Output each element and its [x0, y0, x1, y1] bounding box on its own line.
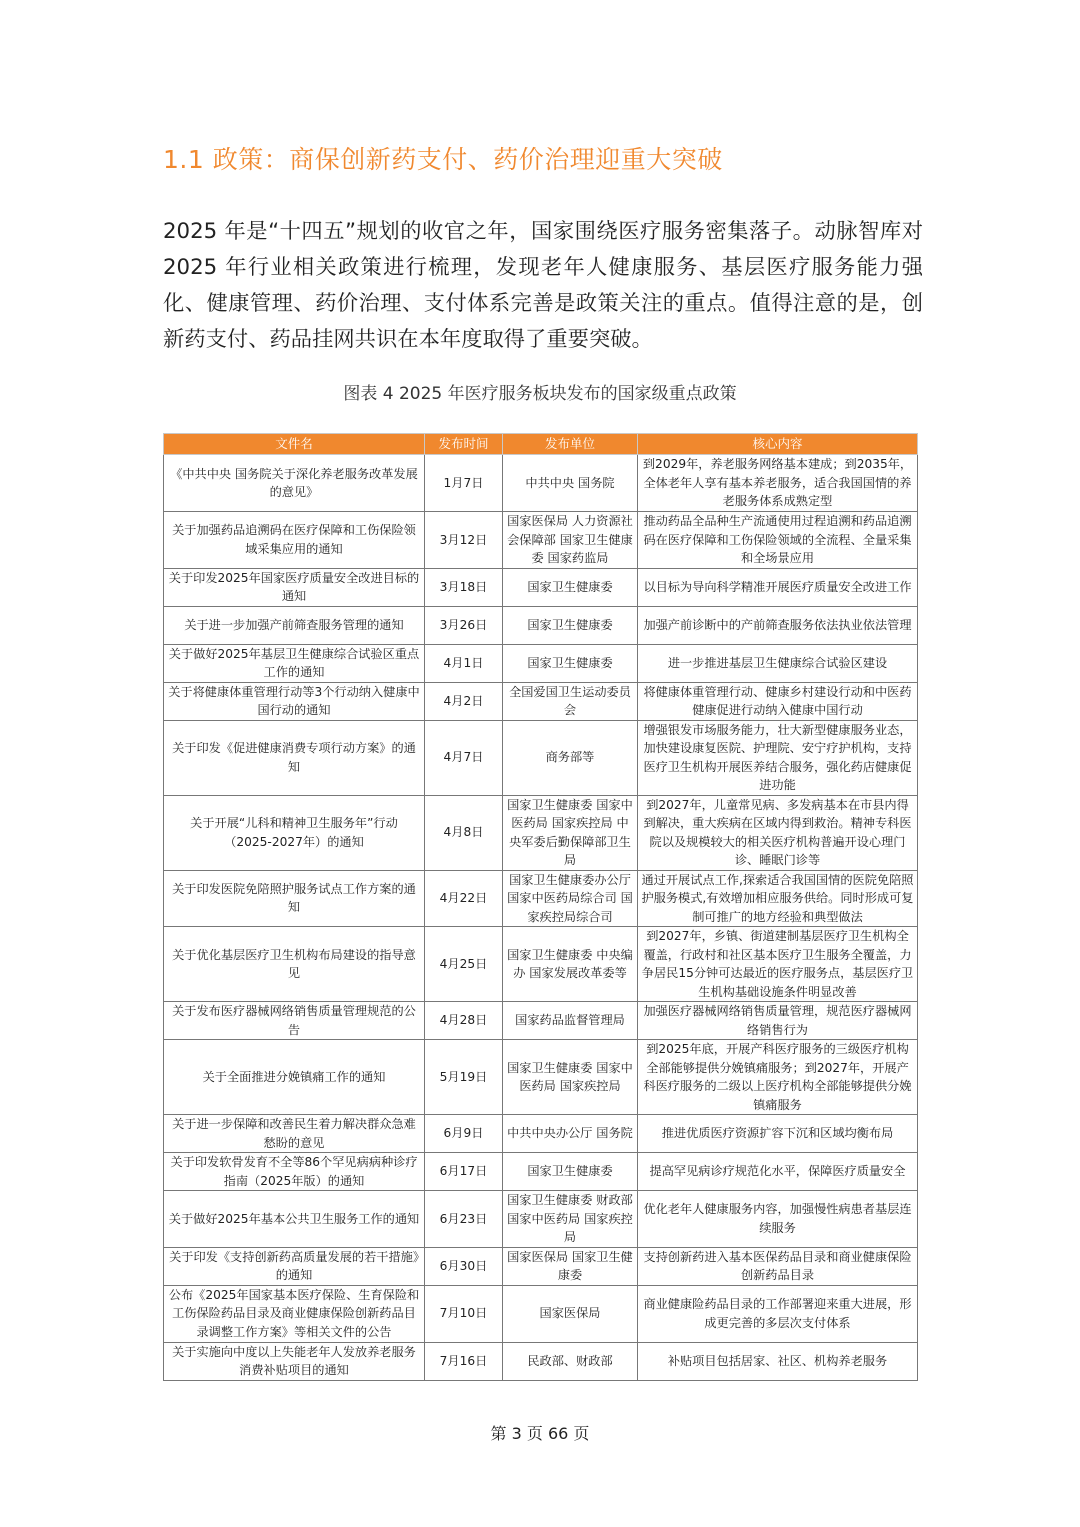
- cell-content: 到2027年，儿童常见病、多发病基本在市县内得到解决，重大疾病在区域内得到救治。精神专科医院以及规模较大的相关医疗机构普遍开设心理门诊、睡眠门诊等: [638, 795, 918, 870]
- cell-content: 推动药品全品种生产流通使用过程追溯和药品追溯码在医疗保障和工伤保险领域的全流程、全量采集和全场景应用: [638, 512, 918, 569]
- cell-content: 提高罕见病诊疗规范化水平，保障医疗质量安全: [638, 1153, 918, 1191]
- cell-date: 6月23日: [425, 1191, 503, 1248]
- cell-file-name: 关于发布医疗器械网络销售质量管理规范的公告: [164, 1002, 425, 1040]
- cell-issuer: 国家医保局 人力资源社会保障部 国家卫生健康委 国家药监局: [503, 512, 638, 569]
- table-row: [164, 1342, 918, 1380]
- cell-issuer: 国家卫生健康委: [503, 606, 638, 644]
- cell-file-name: 关于加强药品追溯码在医疗保障和工伤保险领域采集应用的通知: [164, 512, 425, 569]
- page-number: 第 3 页 66 页: [490, 1424, 590, 1443]
- cell-file-name: 关于做好2025年基层卫生健康综合试验区重点工作的通知: [164, 644, 425, 682]
- cell-date: 3月26日: [425, 606, 503, 644]
- table-row: [164, 1040, 918, 1115]
- cell-date: 6月9日: [425, 1115, 503, 1153]
- cell-issuer: 国家卫生健康委: [503, 644, 638, 682]
- cell-date: 4月25日: [425, 927, 503, 1002]
- cell-file-name: 关于印发《促进健康消费专项行动方案》的通知: [164, 720, 425, 795]
- table-row: [164, 568, 918, 606]
- cell-issuer: 中共中央 国务院: [503, 455, 638, 512]
- cell-issuer: 国家医保局 国家卫生健康委: [503, 1247, 638, 1285]
- cell-file-name: 关于优化基层医疗卫生机构布局建设的指导意见: [164, 927, 425, 1002]
- cell-content: 进一步推进基层卫生健康综合试验区建设: [638, 644, 918, 682]
- table-caption: 图表 4 2025 年医疗服务板块发布的国家级重点政策: [343, 384, 737, 404]
- table-row: [164, 606, 918, 644]
- header-date: 发布时间: [425, 434, 503, 455]
- table-row: [164, 1153, 918, 1191]
- cell-file-name: 关于进一步加强产前筛查服务管理的通知: [164, 606, 425, 644]
- table-header-row: [164, 434, 918, 455]
- cell-issuer: 国家卫生健康委办公厅 国家中医药局综合司 国家疾控局综合司: [503, 870, 638, 927]
- cell-file-name: 《中共中央 国务院关于深化养老服务改革发展的意见》: [164, 455, 425, 512]
- cell-date: 6月17日: [425, 1153, 503, 1191]
- header-issuer: 发布单位: [503, 434, 638, 455]
- cell-content: 到2027年，乡镇、街道建制基层医疗卫生机构全覆盖，行政村和社区基本医疗卫生服务全覆盖，力争居民15分钟可达最近的医疗服务点，基层医疗卫生机构基础设施条件明显改善: [638, 927, 918, 1002]
- table-row: [164, 512, 918, 569]
- cell-date: 4月2日: [425, 682, 503, 720]
- table-row: [164, 682, 918, 720]
- header-file-name: 文件名: [164, 434, 425, 455]
- cell-date: 3月12日: [425, 512, 503, 569]
- cell-file-name: 关于印发2025年国家医疗质量安全改进目标的通知: [164, 568, 425, 606]
- table-row: [164, 720, 918, 795]
- cell-date: 7月10日: [425, 1285, 503, 1342]
- table-row: [164, 1191, 918, 1248]
- cell-date: 4月7日: [425, 720, 503, 795]
- intro-paragraph: [163, 214, 923, 358]
- cell-date: 4月1日: [425, 644, 503, 682]
- table-row: [164, 1002, 918, 1040]
- cell-issuer: 商务部等: [503, 720, 638, 795]
- cell-file-name: 关于印发《支持创新药高质量发展的若干措施》的通知: [164, 1247, 425, 1285]
- cell-content: 到2025年底，开展产科医疗服务的三级医疗机构全部能够提供分娩镇痛服务；到2027年，开展产科医疗服务的二级以上医疗机构全部能够提供分娩镇痛服务: [638, 1040, 918, 1115]
- cell-date: 5月19日: [425, 1040, 503, 1115]
- cell-date: 4月28日: [425, 1002, 503, 1040]
- table-row: [164, 644, 918, 682]
- cell-file-name: 关于做好2025年基本公共卫生服务工作的通知: [164, 1191, 425, 1248]
- cell-file-name: 关于印发医院免陪照护服务试点工作方案的通知: [164, 870, 425, 927]
- cell-issuer: 全国爱国卫生运动委员会: [503, 682, 638, 720]
- table-row: [164, 1247, 918, 1285]
- cell-content: 补贴项目包括居家、社区、机构养老服务: [638, 1342, 918, 1380]
- cell-date: 3月18日: [425, 568, 503, 606]
- cell-file-name: 关于全面推进分娩镇痛工作的通知: [164, 1040, 425, 1115]
- section-heading: 1.1 政策：商保创新药支付、药价治理迎重大突破: [163, 145, 723, 174]
- cell-issuer: 中共中央办公厅 国务院: [503, 1115, 638, 1153]
- cell-content: 支持创新药进入基本医保药品目录和商业健康保险创新药品目录: [638, 1247, 918, 1285]
- cell-issuer: 国家卫生健康委 中央编办 国家发展改革委等: [503, 927, 638, 1002]
- table-row: [164, 1115, 918, 1153]
- cell-content: 到2029年，养老服务网络基本建成；到2035年，全体老年人享有基本养老服务，适合我国国情的养老服务体系成熟定型: [638, 455, 918, 512]
- cell-issuer: 国家卫生健康委 国家中医药局 国家疾控局: [503, 1040, 638, 1115]
- intro-text: 2025 年是“十四五”规划的收官之年，国家围绕医疗服务密集落子。动脉智库对 2025 年行业相关政策进行梳理，发现老年人健康服务、基层医疗服务能力强化、健康管理、药价治理、支付体系完善是政策关注的重点。值得注意的是，创新药支付、药品挂网共识在本年度取得了重要突破。: [163, 219, 923, 352]
- cell-date: 6月30日: [425, 1247, 503, 1285]
- cell-content: 以目标为导向科学精准开展医疗质量安全改进工作: [638, 568, 918, 606]
- cell-issuer: 国家医保局: [503, 1285, 638, 1342]
- cell-content: 优化老年人健康服务内容，加强慢性病患者基层连续服务: [638, 1191, 918, 1248]
- header-content: 核心内容: [638, 434, 918, 455]
- cell-date: 7月16日: [425, 1342, 503, 1380]
- cell-issuer: 国家卫生健康委: [503, 1153, 638, 1191]
- cell-content: 将健康体重管理行动、健康乡村建设行动和中医药健康促进行动纳入健康中国行动: [638, 682, 918, 720]
- cell-content: 增强银发市场服务能力，壮大新型健康服务业态，加快建设康复医院、护理院、安宁疗护机构，支持医疗卫生机构开展医养结合服务，强化药店健康促进功能: [638, 720, 918, 795]
- cell-issuer: 民政部、财政部: [503, 1342, 638, 1380]
- cell-content: 商业健康险药品目录的工作部署迎来重大进展，形成更完善的多层次支付体系: [638, 1285, 918, 1342]
- cell-content: 推进优质医疗资源扩容下沉和区域均衡布局: [638, 1115, 918, 1153]
- cell-issuer: 国家卫生健康委 财政部 国家中医药局 国家疾控局: [503, 1191, 638, 1248]
- cell-issuer: 国家药品监督管理局: [503, 1002, 638, 1040]
- cell-issuer: 国家卫生健康委 国家中医药局 国家疾控局 中央军委后勤保障部卫生局: [503, 795, 638, 870]
- table-row: [164, 927, 918, 1002]
- cell-date: 4月22日: [425, 870, 503, 927]
- cell-content: 加强医疗器械网络销售质量管理，规范医疗器械网络销售行为: [638, 1002, 918, 1040]
- table-row: [164, 455, 918, 512]
- cell-file-name: 关于将健康体重管理行动等3个行动纳入健康中国行动的通知: [164, 682, 425, 720]
- cell-content: 通过开展试点工作,探索适合我国国情的医院免陪照护服务模式,有效增加相应服务供给。同时形成可复制可推广的地方经验和典型做法: [638, 870, 918, 927]
- table-row: [164, 1285, 918, 1342]
- policy-table: [163, 433, 918, 1381]
- cell-issuer: 国家卫生健康委: [503, 568, 638, 606]
- cell-file-name: 关于进一步保障和改善民生着力解决群众急难愁盼的意见: [164, 1115, 425, 1153]
- table-row: [164, 795, 918, 870]
- cell-content: 加强产前诊断中的产前筛查服务依法执业依法管理: [638, 606, 918, 644]
- cell-date: 4月8日: [425, 795, 503, 870]
- cell-file-name: 关于印发软骨发育不全等86个罕见病病种诊疗指南（2025年版）的通知: [164, 1153, 425, 1191]
- cell-file-name: 关于开展“儿科和精神卫生服务年”行动（2025-2027年）的通知: [164, 795, 425, 870]
- cell-file-name: 公布《2025年国家基本医疗保险、生育保险和工伤保险药品目录及商业健康保险创新药品目录调整工作方案》等相关文件的公告: [164, 1285, 425, 1342]
- cell-file-name: 关于实施向中度以上失能老年人发放养老服务消费补贴项目的通知: [164, 1342, 425, 1380]
- cell-date: 1月7日: [425, 455, 503, 512]
- table-row: [164, 870, 918, 927]
